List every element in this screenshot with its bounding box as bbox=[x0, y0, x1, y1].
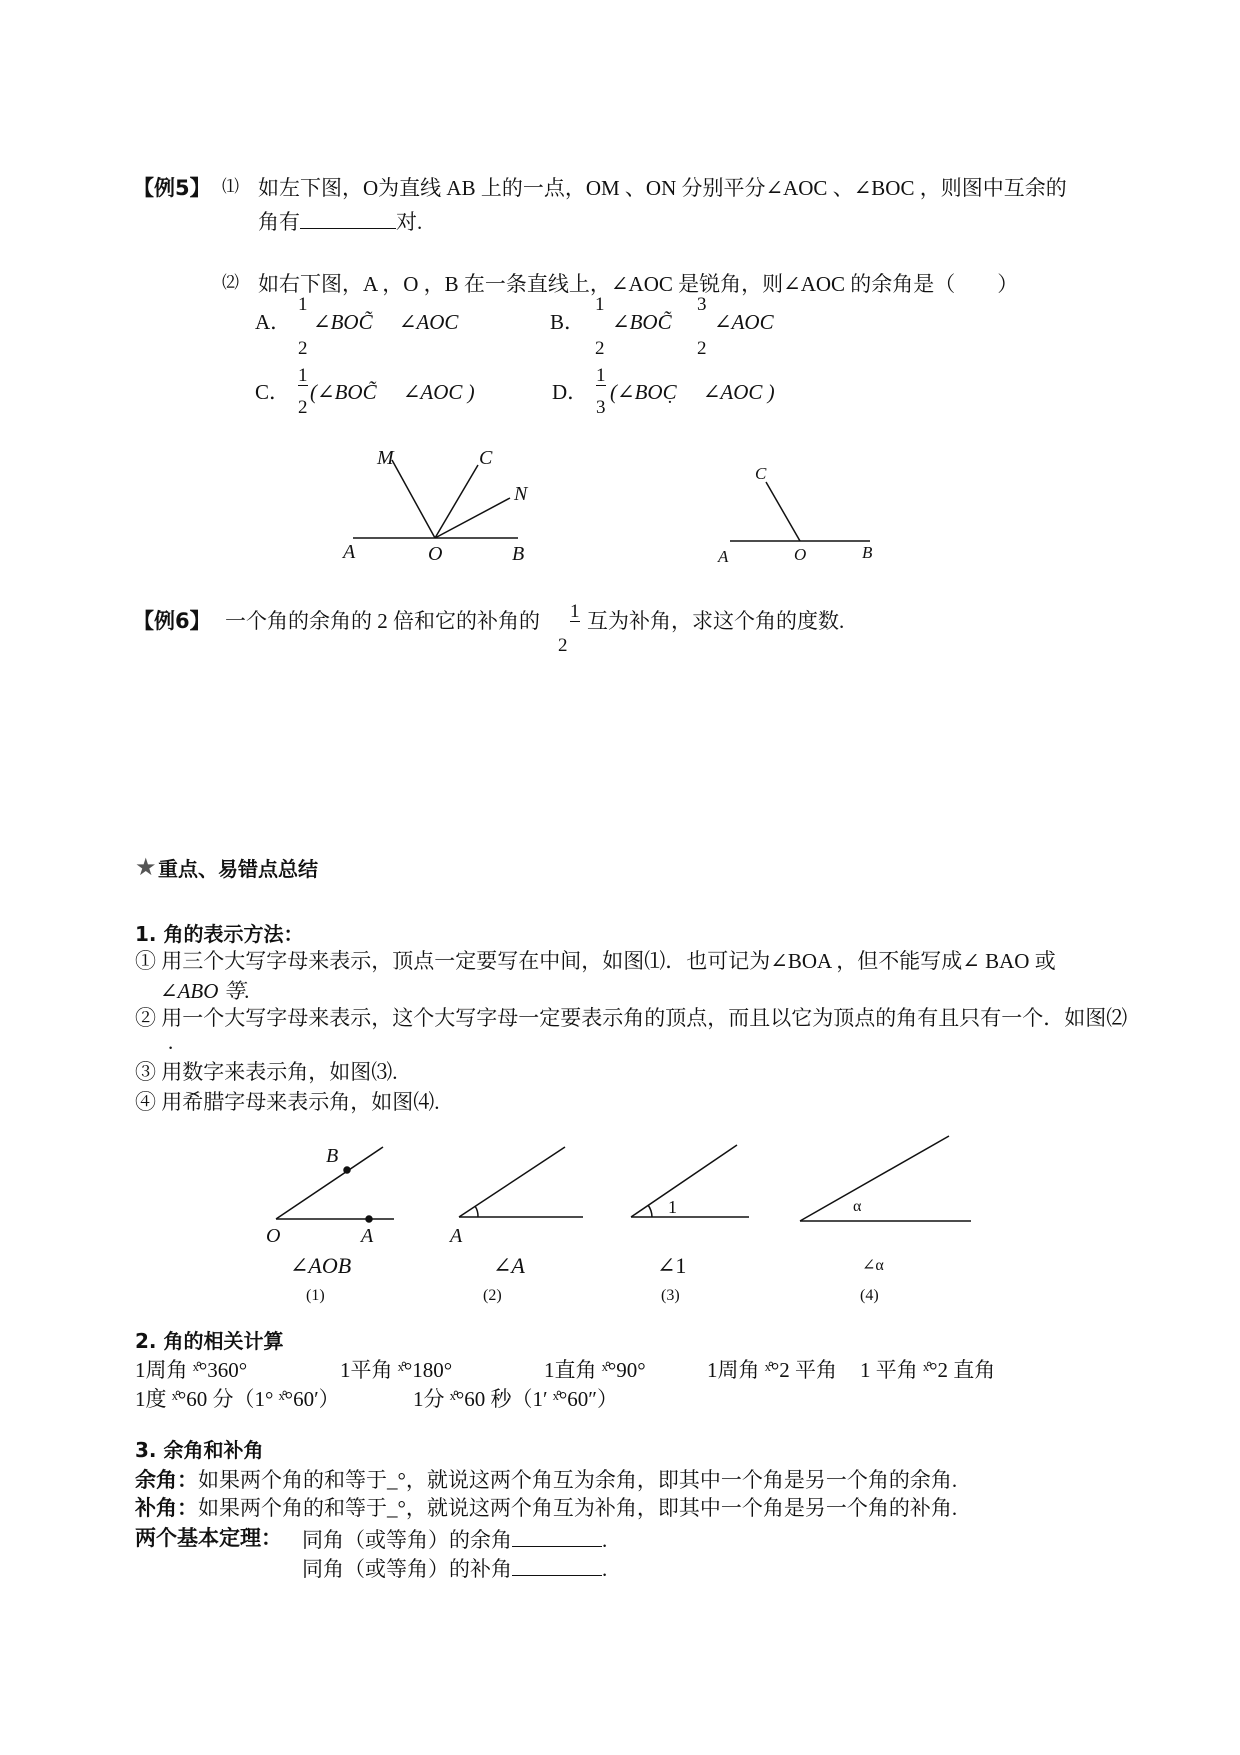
label-a-right: A bbox=[718, 547, 729, 566]
ray-om bbox=[392, 460, 435, 538]
section1-item2: ② 用一个大写字母来表示，这个大写字母一定要表示角的顶点，而且以它为顶点的角有且只有一个．如图⑵ bbox=[135, 1006, 1128, 1030]
option-a-expr: ∠BOC̃ ∠AOC bbox=[313, 310, 459, 334]
example6-text-a: 一个角的余角的 2 倍和它的补角的 bbox=[225, 609, 540, 633]
angle-arc bbox=[475, 1206, 478, 1217]
theorem-label: 两个基本定理： bbox=[135, 1526, 282, 1550]
option-d-label: D． bbox=[552, 380, 589, 404]
summary-figure-3 bbox=[631, 1145, 749, 1217]
calc-row1-item4: 1周角 ˣ̊°2 平角 bbox=[707, 1358, 837, 1382]
label-b: B bbox=[512, 543, 525, 565]
fig1-label-b: B bbox=[326, 1145, 339, 1167]
fig1-label-a: A bbox=[361, 1225, 374, 1247]
section2-title: 2. 角的相关计算 bbox=[135, 1329, 284, 1353]
label-c-right: C bbox=[755, 464, 767, 483]
fig3-name: ∠1 bbox=[657, 1253, 687, 1278]
section1-item3: ③ 用数字来表示角，如图⑶. bbox=[135, 1060, 398, 1084]
option-b-frac-den: 2 bbox=[595, 338, 605, 359]
option-d-frac-den: 3 bbox=[596, 397, 606, 418]
complementary-definition bbox=[135, 1470, 957, 1491]
theorem-1 bbox=[302, 1528, 607, 1551]
complementary-label: 余角： bbox=[135, 1468, 198, 1492]
theorem-2-period: . bbox=[602, 1557, 608, 1581]
fig2-name: ∠A bbox=[493, 1253, 525, 1278]
option-a-frac-den: 2 bbox=[298, 338, 308, 359]
point-b bbox=[344, 1167, 350, 1173]
supplementary-text: 如果两个角的和等于_°，就说这两个角互为补角，即其中一个角是另一个角的补角. bbox=[198, 1496, 958, 1520]
section1-item4: ④ 用希腊字母来表示角，如图⑷. bbox=[135, 1090, 440, 1114]
theorem-1-period: . bbox=[602, 1528, 608, 1552]
fig4-mark: α bbox=[853, 1198, 862, 1215]
q1-text: 如左下图，O为直线 AB 上的一点，OM 、ON 分别平分∠AOC 、∠BOC ，则图中互余的 bbox=[258, 176, 1067, 200]
label-n: N bbox=[514, 483, 528, 505]
theorem-2-blank[interactable] bbox=[512, 1557, 602, 1576]
summary-figure-2 bbox=[459, 1147, 583, 1217]
fig2-label-a: A bbox=[450, 1225, 463, 1247]
section1-item1: ① 用三个大写字母来表示，顶点一定要写在中间，如图⑴．也可记为∠BOA ，但不能写成∠ BAO 或 bbox=[135, 949, 1056, 973]
example6-frac-num: 1 bbox=[570, 601, 580, 622]
section1-item1-cont: ∠ABO 等. bbox=[160, 979, 250, 1003]
option-c-expr: (∠BOC̃ ∠AOC ) bbox=[310, 380, 475, 404]
calc-row2-item2: 1分 ˣ̊°60 秒（1′ ˣ̊°60″） bbox=[413, 1387, 619, 1411]
calc-row1-item5: 1 平角 ˣ̊°2 直角 bbox=[860, 1358, 996, 1382]
complementary-text: 如果两个角的和等于_°，就说这两个角互为余角，即其中一个角是另一个角的余角. bbox=[198, 1468, 958, 1492]
theorem-1-blank[interactable] bbox=[512, 1528, 602, 1547]
label-m: M bbox=[377, 447, 394, 469]
q1-text-a: 角有 bbox=[258, 210, 300, 234]
example6-tag: 【例6】 bbox=[133, 609, 211, 633]
supplementary-definition bbox=[135, 1498, 957, 1519]
calc-row1-item3: 1直角 ˣ̊°90° bbox=[544, 1358, 646, 1382]
fig1-name: ∠AOB bbox=[290, 1253, 352, 1278]
option-d-frac-num: 1 bbox=[596, 365, 606, 386]
option-b-frac2-den: 2 bbox=[697, 338, 707, 359]
option-c-frac-den: 2 bbox=[298, 397, 308, 418]
q2-text: 如右下图，A ，O ，B 在一条直线上，∠AOC 是锐角，则∠AOC 的余角是（ ） bbox=[258, 272, 1019, 296]
supplementary-label: 补角： bbox=[135, 1496, 198, 1520]
calc-row1-item1: 1周角 ˣ̊°360° bbox=[135, 1358, 248, 1382]
q1-text-b: 对. bbox=[396, 210, 423, 234]
label-a: A bbox=[343, 541, 356, 563]
theorem-1-text: 同角（或等角）的余角 bbox=[302, 1528, 512, 1552]
summary-heading: 重点、易错点总结 bbox=[158, 857, 318, 881]
example6-frac-den: 2 bbox=[558, 635, 568, 656]
fig1-label-o: O bbox=[266, 1225, 281, 1247]
fig2-num: (2) bbox=[483, 1287, 502, 1304]
option-b-label: B． bbox=[550, 310, 586, 334]
option-c-frac-num: 1 bbox=[298, 365, 308, 386]
option-b-expr2: ∠AOC bbox=[714, 310, 774, 334]
fig4-name: ∠α bbox=[862, 1257, 884, 1274]
option-a-label: A． bbox=[255, 310, 292, 334]
theorem-2-text: 同角（或等角）的补角 bbox=[302, 1557, 512, 1581]
example6-text-b: 互为补角，求这个角的度数. bbox=[587, 609, 845, 633]
right-figure-lines bbox=[730, 482, 870, 541]
theorem-2 bbox=[302, 1557, 607, 1580]
label-o-right: O bbox=[794, 545, 807, 564]
q1-number: ⑴ bbox=[222, 177, 239, 196]
label-o: O bbox=[428, 543, 443, 565]
calc-row1-item2: 1平角 ˣ̊°180° bbox=[340, 1358, 453, 1382]
section1-title: 1. 角的表示方法： bbox=[135, 922, 304, 946]
option-a-frac-num: 1 bbox=[298, 294, 308, 315]
option-b-expr: ∠BOC̃ bbox=[612, 310, 672, 334]
section1-item2-cont: . bbox=[168, 1030, 174, 1054]
star-icon: ★ bbox=[135, 855, 157, 881]
fig1-num: (1) bbox=[306, 1287, 325, 1304]
point-a bbox=[366, 1216, 372, 1222]
calc-row2-item1: 1度 ˣ̊°60 分（1° ˣ̊°60′） bbox=[135, 1387, 340, 1411]
option-c-label: C． bbox=[255, 380, 291, 404]
option-b-frac-num: 1 bbox=[595, 294, 605, 315]
label-b-right: B bbox=[862, 543, 873, 562]
fig3-num: (3) bbox=[661, 1287, 680, 1304]
ray-oc-right bbox=[766, 482, 800, 541]
option-d-expr: (∠BOC̣ ∠AOC ) bbox=[610, 380, 775, 404]
left-figure-lines bbox=[353, 460, 518, 538]
summary-figure-4 bbox=[800, 1136, 971, 1221]
q2-number: ⑵ bbox=[222, 273, 239, 292]
label-c: C bbox=[479, 447, 493, 469]
section3-title: 3. 余角和补角 bbox=[135, 1438, 264, 1462]
angle-arc bbox=[648, 1205, 652, 1217]
fig4-num: (4) bbox=[860, 1287, 879, 1304]
option-b-frac2-num: 3 bbox=[697, 294, 707, 315]
fig3-mark: 1 bbox=[668, 1197, 677, 1217]
example5-tag: 【例5】 bbox=[133, 176, 211, 200]
